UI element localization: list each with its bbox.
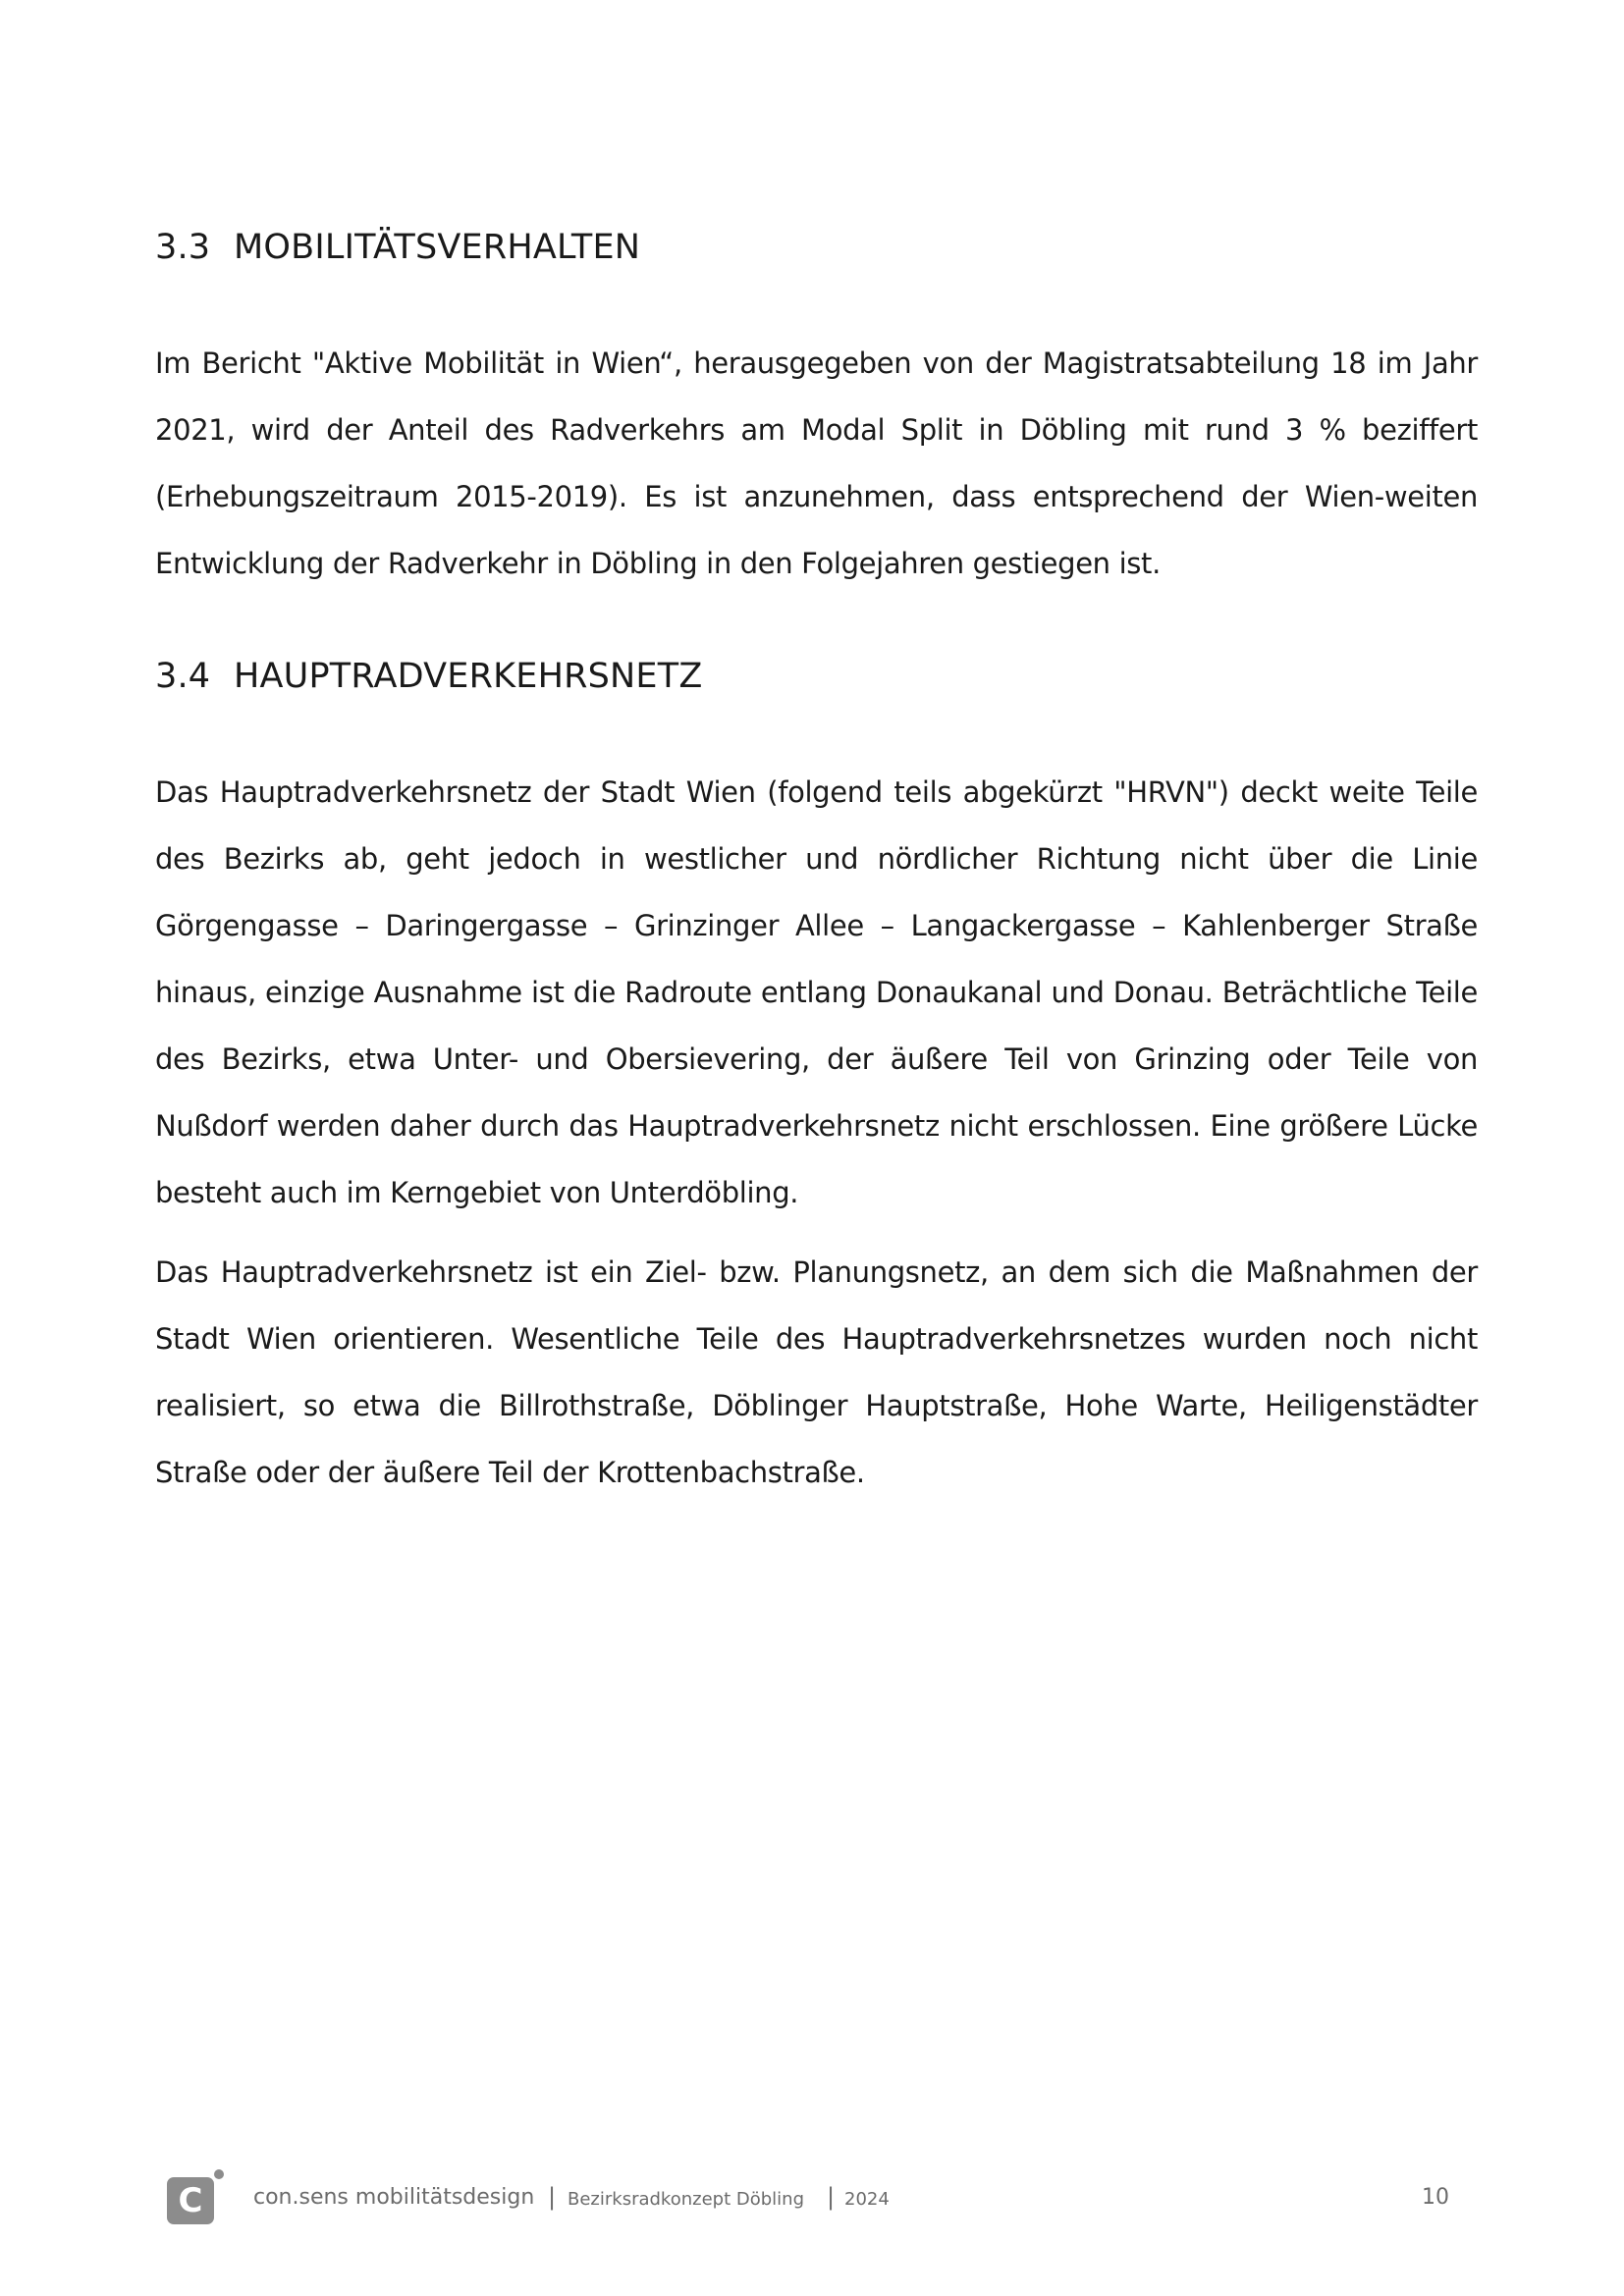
logo-dot-icon xyxy=(214,2169,224,2179)
section-title: MOBILITÄTSVERHALTEN xyxy=(234,228,641,267)
body-paragraph: Das Hauptradverkehrsnetz ist ein Ziel- bzw. Planungsnetz, an dem sich die Maßnahmen der Stadt Wien orientieren. Wesentliche Teile des Hauptradverkehrsnetzes wurden noch nicht realisiert, so etwa die Billrothstraße, Döblinger Hauptstraße, Hohe Warte, Heiligenstädter Straße oder der äußere Teil der Krottenbachstraße. xyxy=(155,1255,1478,1489)
footer-project-title: Bezirksradkonzept Döbling xyxy=(568,2189,804,2210)
footer-separator: | xyxy=(548,2183,557,2211)
page-number: 10 xyxy=(1422,2185,1449,2210)
body-paragraph: Im Bericht "Aktive Mobilität in Wien“, herausgegeben von der Magistratsabteilung 18 im Jahr 2021, wird der Anteil des Radverkehrs am Modal Split in Döbling mit rund 3 % beziffert (Erhebungszeitraum 2015-2019). Es ist anzunehmen, dass entsprechend der Wien-weiten Entwicklung der Radverkehr in Döbling in den Folgejahren gestiegen ist. xyxy=(155,347,1478,580)
section-title: HAUPTRADVERKEHRSNETZ xyxy=(234,657,703,696)
section-number: 3.3 xyxy=(155,228,211,267)
section-heading-3-4 xyxy=(155,657,703,696)
page-footer xyxy=(0,2167,1624,2226)
body-paragraph: Das Hauptradverkehrsnetz der Stadt Wien (folgend teils abgekürzt "HRVN") deckt weite Teile des Bezirks ab, geht jedoch in westlicher und nördlicher Richtung nicht über die Linie Görgengasse – Daringergasse – Grinzinger Allee – Langackergasse – Kahlenberger Straße hinaus, einzige Ausnahme ist die Radroute entlang Donaukanal und Donau. Beträchtliche Teile des Bezirks, etwa Unter- und Obersievering, der äußere Teil von Grinzing oder Teile von Nußdorf werden daher durch das Hauptradverkehrsnetz nicht erschlossen. Eine größere Lücke besteht auch im Kerngebiet von Unterdöbling. xyxy=(155,775,1478,1209)
logo-letter: C xyxy=(178,2181,203,2220)
footer-separator: | xyxy=(827,2183,836,2211)
section-number: 3.4 xyxy=(155,657,211,696)
company-logo xyxy=(167,2177,214,2224)
section-heading-3-3 xyxy=(155,228,640,267)
footer-company-name: con.sens mobilitätsdesign xyxy=(253,2185,535,2210)
footer-year: 2024 xyxy=(844,2189,890,2210)
